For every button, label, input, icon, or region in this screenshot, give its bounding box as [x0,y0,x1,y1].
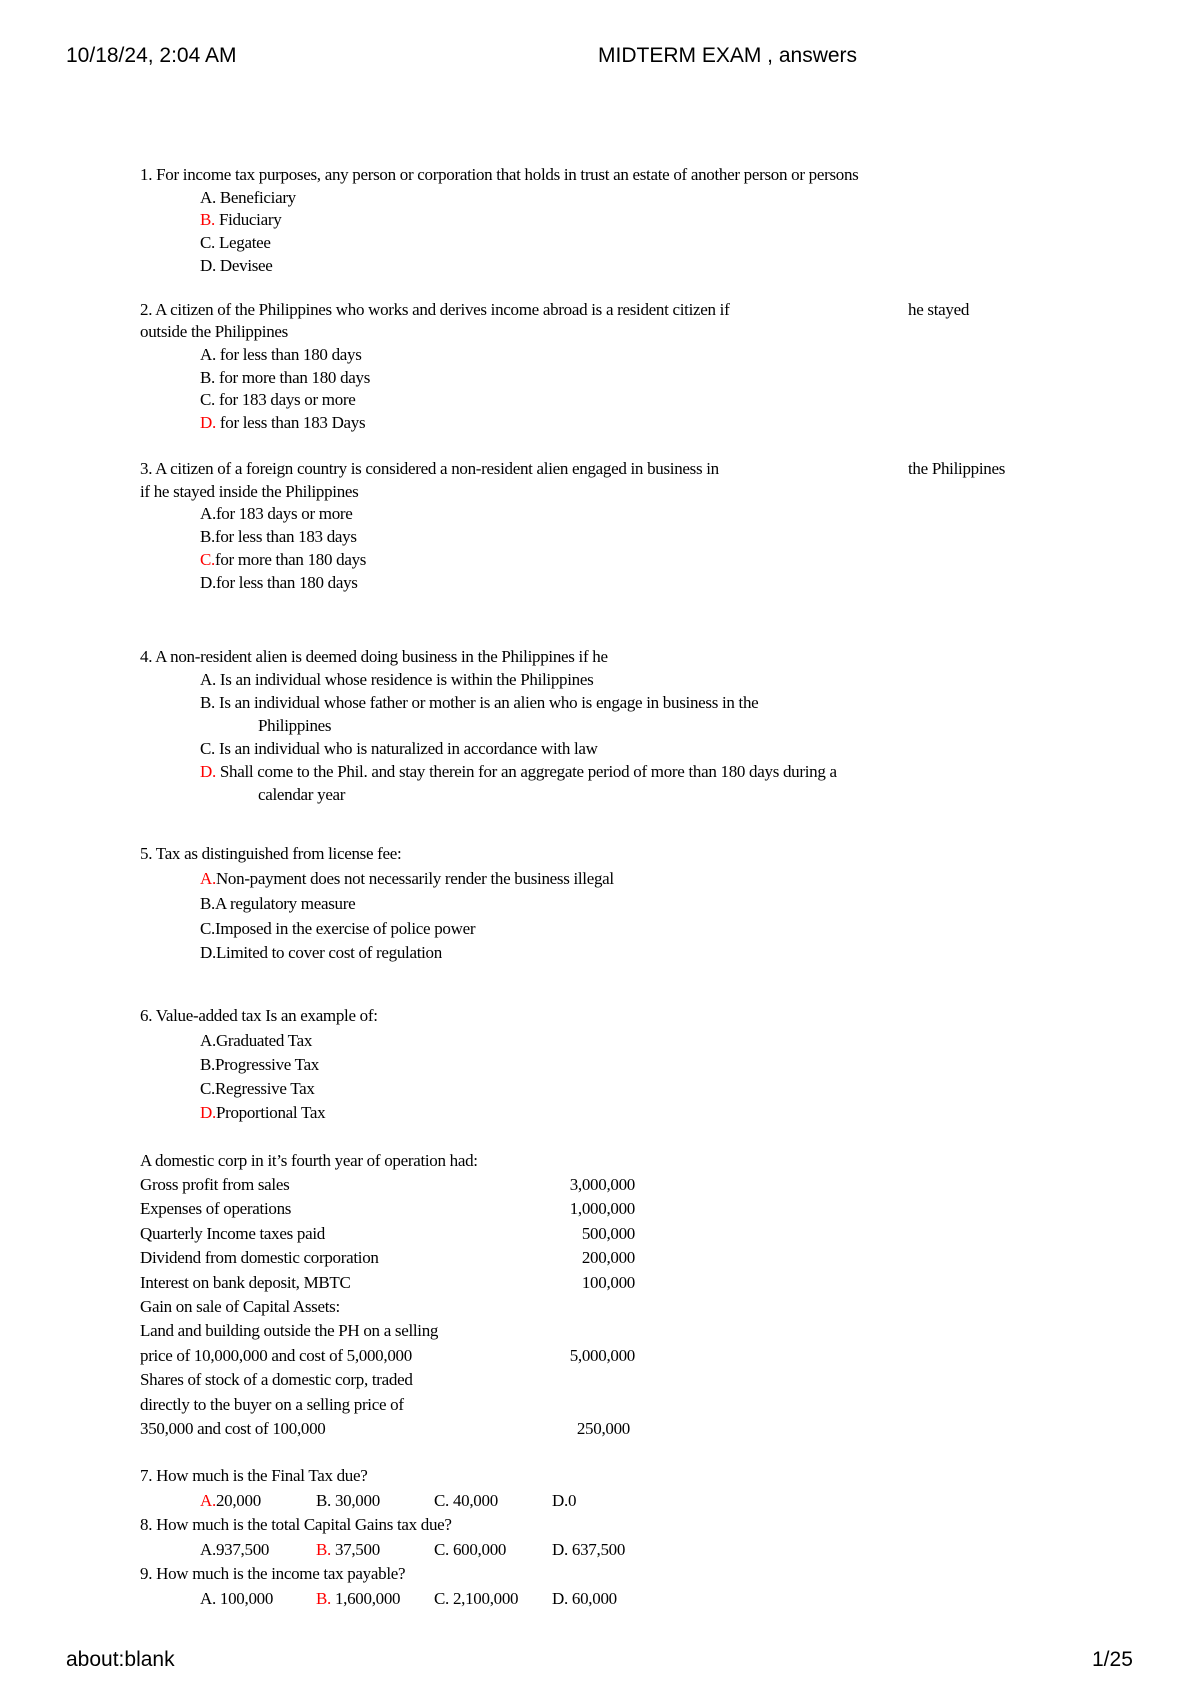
answer-marker: B. [316,1540,331,1559]
question-1-option-c: C. Legatee [200,233,271,252]
question-4-option-b-cont: Philippines [258,716,332,735]
question-3-stem: 3. A citizen of a foreign country is considered a non-resident alien engaged in business in [140,459,719,478]
problem-row-label: Quarterly Income taxes paid [140,1224,325,1243]
question-6-option-a: A.Graduated Tax [200,1031,313,1050]
gain-heading: Gain on sale of Capital Assets: [140,1297,340,1316]
question-9-choice-a: A. 100,000 [200,1589,274,1608]
problem-intro: A domestic corp in it’s fourth year of operation had: [140,1151,478,1170]
answer-marker: C. [200,550,215,569]
shares-desc-line: 350,000 and cost of 100,000 [140,1419,326,1438]
question-7-choice-a: A.20,000 [200,1491,261,1510]
question-5-option-b: B.A regulatory measure [200,894,356,913]
question-2-stem-tail: he stayed [908,300,970,319]
print-datetime: 10/18/24, 2:04 AM [66,44,237,67]
question-3-option-d: D.for less than 180 days [200,573,358,592]
land-amount: 5,000,000 [569,1346,635,1365]
question-7-choice-b: B. 30,000 [316,1491,380,1510]
question-6-option-d: D.Proportional Tax [200,1103,326,1122]
question-9-stem: 9. How much is the income tax payable? [140,1564,406,1583]
problem-row-amount: 3,000,000 [569,1175,635,1194]
land-desc-line: Land and building outside the PH on a selling [140,1321,439,1340]
question-2-option-b: B. for more than 180 days [200,368,371,387]
problem-row-label: Expenses of operations [140,1199,292,1218]
question-3-option-c: C.for more than 180 days [200,550,367,569]
question-4-option-b: B. Is an individual whose father or mother is an alien who is engage in business in the [200,693,759,712]
shares-amount: 250,000 [576,1419,630,1438]
question-8-choice-a: A.937,500 [200,1540,270,1559]
question-5-option-a: A.Non-payment does not necessarily render the business illegal [200,869,614,888]
shares-desc-line: directly to the buyer on a selling price of [140,1395,404,1414]
question-5-option-d: D.Limited to cover cost of regulation [200,943,442,962]
question-2-stem-cont: outside the Philippines [140,322,288,341]
problem-row-amount: 200,000 [581,1248,635,1267]
shares-desc-line: Shares of stock of a domestic corp, traded [140,1370,413,1389]
question-2-option-c: C. for 183 days or more [200,390,356,409]
question-9-choice-b: B. 1,600,000 [316,1589,401,1608]
answer-marker: D. [200,1103,216,1122]
answer-marker: A. [200,1491,216,1510]
question-8-stem: 8. How much is the total Capital Gains tax due? [140,1515,452,1534]
page-url: about:blank [66,1648,175,1671]
question-6-stem: 6. Value-added tax Is an example of: [140,1006,378,1025]
answer-marker: B. [316,1589,331,1608]
problem-row-amount: 100,000 [581,1273,635,1292]
question-1-option-a: A. Beneficiary [200,188,296,207]
question-2-stem: 2. A citizen of the Philippines who works and derives income abroad is a resident citizen if [140,300,730,319]
question-3-stem-cont: if he stayed inside the Philippines [140,482,359,501]
question-4-stem: 4. A non-resident alien is deemed doing business in the Philippines if he [140,647,608,666]
problem-row-amount: 1,000,000 [569,1199,635,1218]
answer-marker: B. [200,210,215,229]
answer-marker: A. [200,869,216,888]
question-4-option-d-cont: calendar year [258,785,346,804]
answer-marker: D. [200,762,216,781]
problem-row-label: Interest on bank deposit, MBTC [140,1273,351,1292]
question-4-option-c: C. Is an individual who is naturalized in accordance with law [200,739,598,758]
question-6-option-b: B.Progressive Tax [200,1055,320,1074]
question-9-choice-d: D. 60,000 [552,1589,617,1608]
question-9-choice-c: C. 2,100,000 [434,1589,519,1608]
question-1-stem: 1. For income tax purposes, any person or corporation that holds in trust an estate of another person or persons [140,165,859,184]
answer-marker: D. [200,413,216,432]
question-4-option-d: D. Shall come to the Phil. and stay therein for an aggregate period of more than 180 days during a [200,762,837,781]
question-8-choice-c: C. 600,000 [434,1540,507,1559]
question-6-option-c: C.Regressive Tax [200,1079,315,1098]
question-2-option-d: D. for less than 183 Days [200,413,366,432]
question-3-option-b: B.for less than 183 days [200,527,357,546]
land-desc-line: price of 10,000,000 and cost of 5,000,000 [140,1346,412,1365]
question-1-option-b: B. Fiduciary [200,210,282,229]
question-1-option-d: D. Devisee [200,256,273,275]
question-3-stem-tail: the Philippines [908,459,1006,478]
problem-row-label: Gross profit from sales [140,1175,290,1194]
question-7-choice-d: D.0 [552,1491,577,1510]
question-4-option-a: A. Is an individual whose residence is within the Philippines [200,670,594,689]
question-8-choice-b: B. 37,500 [316,1540,380,1559]
question-3-option-a: A.for 183 days or more [200,504,353,523]
page-title: MIDTERM EXAM , answers [598,44,858,67]
question-5-option-c: C.Imposed in the exercise of police power [200,919,476,938]
page-number: 1/25 [1092,1648,1133,1671]
problem-row-label: Dividend from domestic corporation [140,1248,379,1267]
question-7-stem: 7. How much is the Final Tax due? [140,1466,368,1485]
question-8-choice-d: D. 637,500 [552,1540,626,1559]
problem-row-amount: 500,000 [581,1224,635,1243]
question-5-stem: 5. Tax as distinguished from license fee: [140,844,402,863]
question-2-option-a: A. for less than 180 days [200,345,362,364]
question-7-choice-c: C. 40,000 [434,1491,498,1510]
